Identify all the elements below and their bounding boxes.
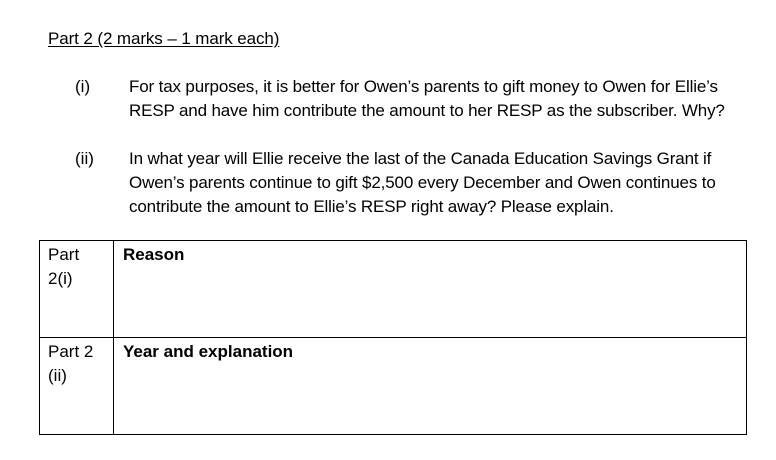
part-label: Part 2(i) [40, 241, 114, 338]
section-heading: Part 2 (2 marks – 1 mark each) [48, 29, 280, 48]
table-row [40, 338, 747, 435]
question-text: For tax purposes, it is better for Owen’s parents to gift money to Owen for Ellie’s RESP and have him contribute the amount to her RESP as the subscriber. Why? [129, 77, 725, 120]
answer-table [39, 240, 747, 435]
table-row [40, 241, 747, 338]
answer-cell-reason[interactable]: Reason [114, 241, 747, 338]
question-number: (ii) [75, 149, 94, 168]
part-label: Part 2 (ii) [40, 338, 114, 435]
question-number: (i) [75, 77, 91, 96]
answer-cell-year-explanation[interactable]: Year and explanation [114, 338, 747, 435]
question-text: In what year will Ellie receive the last of the Canada Education Savings Grant if Owen’s parents continue to gift $2,500 every December and Owen continues to contribute the amount to Ellie’s RESP right away? Please explain. [129, 149, 716, 216]
